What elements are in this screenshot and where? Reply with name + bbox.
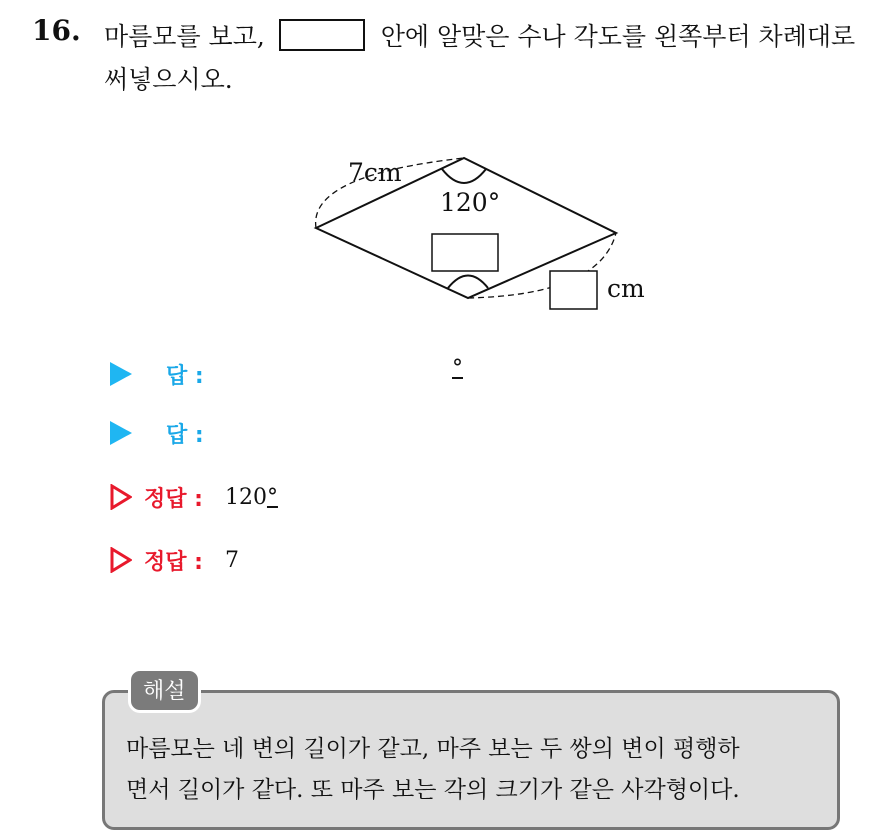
explanation-line2: 면서 길이가 같다. 또 마주 보는 각의 크기가 같은 사각형이다. (126, 777, 740, 803)
question-text-before-box: 마름모를 보고, (104, 22, 265, 51)
question-text-line1 (104, 17, 855, 53)
explanation-line1: 마름모는 네 변의 길이가 같고, 마주 보는 두 쌍의 변이 평행하 (126, 736, 740, 762)
unit-label: cm (607, 274, 645, 303)
solution-value: 7 (224, 547, 239, 573)
solution-unit: ° (266, 484, 278, 510)
length-blank-box (550, 271, 597, 309)
answer-row-2 (110, 416, 204, 450)
outline-triangle-icon (110, 547, 132, 573)
play-triangle-icon (110, 421, 132, 445)
answer-label: 답 : (166, 363, 204, 389)
inline-blank-box (279, 19, 365, 51)
solution-label: 정답 : (144, 486, 203, 512)
answer-label: 답 : (166, 422, 204, 448)
top-angle-arc (442, 169, 486, 183)
question-text-after-box: 안에 알맞은 수나 각도를 왼쪽부터 차례대로 (380, 22, 856, 51)
solution-value: 120 (224, 484, 267, 510)
question-text-line2: 써넣으시오. (104, 65, 233, 94)
explanation-tag: 해설 (128, 668, 201, 713)
outline-triangle-icon (110, 484, 132, 510)
bottom-angle-arc (448, 276, 488, 289)
rhombus-diagram (300, 145, 680, 320)
answer-row-1 (110, 357, 204, 391)
question-number: 16. (32, 14, 81, 47)
play-triangle-icon (110, 362, 132, 386)
angle-label: 120° (440, 188, 501, 217)
answer-unit-degree: ° (452, 356, 463, 381)
side-length-label: 7cm (348, 158, 402, 187)
solution-row-1 (110, 480, 278, 514)
angle-blank-box (432, 234, 498, 271)
solution-label: 정답 : (144, 549, 203, 575)
solution-row-2 (110, 543, 239, 577)
